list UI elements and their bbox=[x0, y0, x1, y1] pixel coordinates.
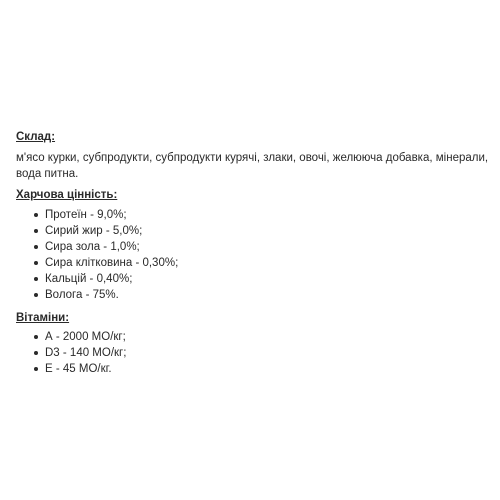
bullet-icon bbox=[34, 261, 38, 265]
list-item bbox=[34, 271, 492, 287]
list-item bbox=[34, 239, 492, 255]
bullet-icon bbox=[34, 293, 38, 297]
list-item bbox=[34, 223, 492, 239]
composition-heading: Склад: bbox=[16, 131, 56, 143]
nutrition-heading: Харчова цінність: bbox=[16, 189, 118, 201]
nutrition-item-label: Сирий жир - 5,0%; bbox=[45, 225, 143, 237]
vitamins-list bbox=[16, 329, 492, 377]
nutrition-item-label: Протеїн - 9,0%; bbox=[45, 209, 127, 221]
bullet-icon bbox=[34, 335, 38, 339]
list-item bbox=[34, 329, 492, 345]
vitamins-heading: Вітаміни: bbox=[16, 312, 70, 324]
bullet-icon bbox=[34, 277, 38, 281]
bullet-icon bbox=[34, 213, 38, 217]
list-item bbox=[34, 345, 492, 361]
list-item bbox=[34, 361, 492, 377]
composition-text: м'ясо курки, субпродукти, субпродукти курячі, злаки, овочі, желююча добавка, мінерали, вода питна. bbox=[16, 152, 489, 180]
list-item bbox=[34, 287, 492, 303]
nutrition-item-label: Волога - 75%. bbox=[45, 289, 119, 301]
bullet-icon bbox=[34, 245, 38, 249]
bullet-icon bbox=[34, 367, 38, 371]
product-description bbox=[16, 129, 492, 384]
vitamin-item-label: Е - 45 МО/кг. bbox=[45, 363, 112, 375]
bullet-icon bbox=[34, 351, 38, 355]
list-item bbox=[34, 255, 492, 271]
vitamin-item-label: А - 2000 МО/кг; bbox=[45, 331, 126, 343]
nutrition-list bbox=[16, 207, 492, 303]
list-item bbox=[34, 207, 492, 223]
nutrition-item-label: Сира зола - 1,0%; bbox=[45, 241, 140, 253]
bullet-icon bbox=[34, 229, 38, 233]
vitamin-item-label: D3 - 140 МО/кг; bbox=[45, 347, 127, 359]
nutrition-item-label: Кальцій - 0,40%; bbox=[45, 273, 133, 285]
nutrition-item-label: Сира клітковина - 0,30%; bbox=[45, 257, 179, 269]
